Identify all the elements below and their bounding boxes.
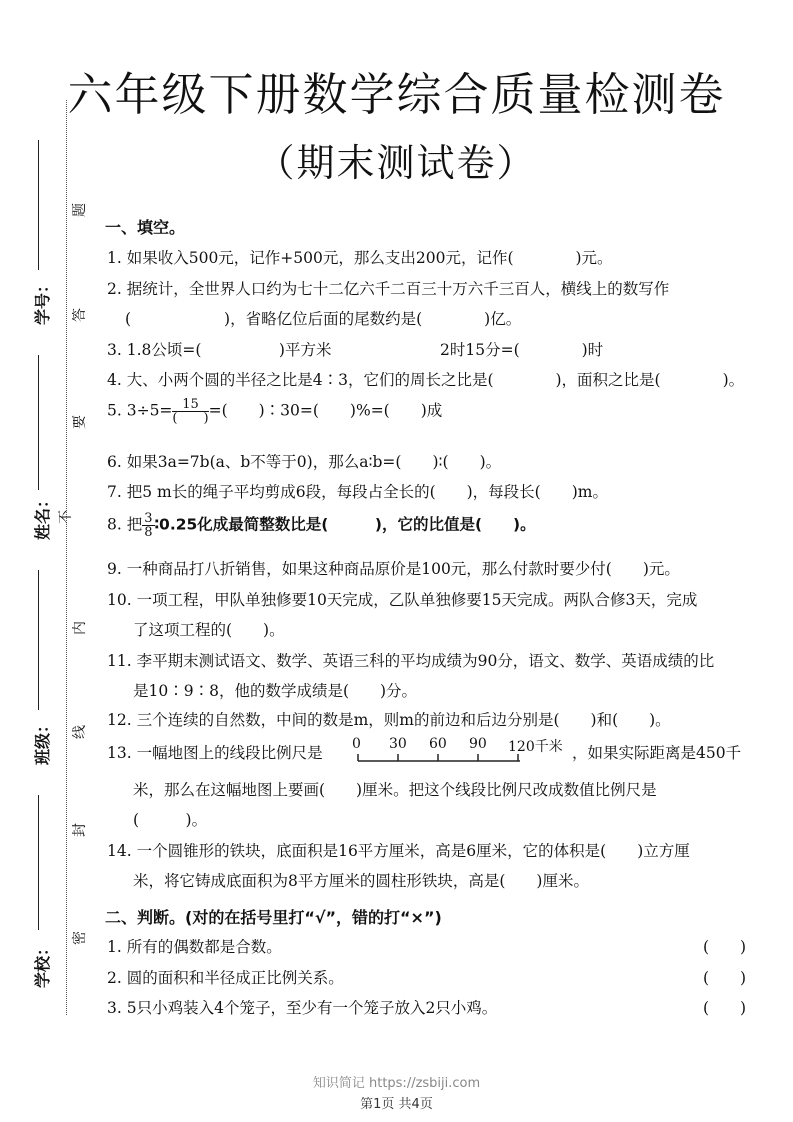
section-1-heading: 一、填空。 xyxy=(105,218,186,237)
question-10-line-1: 10. 一项工程，甲队单独修要10天完成，乙队单独修要15天完成。两队合修3天，完成 xyxy=(107,591,698,609)
margin-line xyxy=(38,570,39,710)
question-14-line-2: 米，将它铸成底面积为8平方厘米的圆柱形铁块，高是( )厘米。 xyxy=(133,872,589,890)
question-8-prefix: 8. 把 xyxy=(107,515,143,534)
question-1: 1. 如果收入500元，记作+500元，那么支出200元，记作( )元。 xyxy=(107,249,613,267)
question-13-prefix: 13. 一幅地图上的线段比例尺是 xyxy=(107,744,323,762)
answer-bracket: ( ) xyxy=(703,938,747,956)
question-3-part-a: 3. 1.8公顷=( )平方米 xyxy=(107,341,332,359)
scale-tick-label: 90 xyxy=(469,736,487,752)
question-5-prefix: 5. 3÷5= xyxy=(107,401,173,420)
question-13-suffix: ，如果实际距离是450千 xyxy=(572,744,742,762)
scale-tick-label: 0 xyxy=(352,736,361,752)
question-5 xyxy=(107,398,442,425)
margin-line xyxy=(38,140,39,270)
page-title: 六年级下册数学综合质量检测卷 xyxy=(67,68,726,121)
question-2-line-1: 2. 据统计，全世界人口约为七十二亿六千二百三十万六千三百人，横线上的数写作 xyxy=(107,280,670,298)
scale-tick-label: 60 xyxy=(429,736,447,752)
binding-char: 答 xyxy=(72,308,88,322)
question-7: 7. 把5 m长的绳子平均剪成6段，每段占全长的( )，每段长( )m。 xyxy=(107,483,608,501)
page-subtitle: （期末测试卷） xyxy=(256,141,537,185)
question-14-line-1: 14. 一个圆锥形的铁块，底面积是16平方厘米，高是6厘米，它的体积是( )立方厘 xyxy=(107,842,690,860)
fraction-numerator: 3 xyxy=(144,511,153,526)
question-3-part-b: 2时15分=( )时 xyxy=(440,341,604,359)
binding-char: 密 xyxy=(72,931,88,945)
scale-tick-label: 30 xyxy=(389,736,407,752)
question-9: 9. 一种商品打八折销售，如果这种商品原价是100元，那么付款时要少付( )元。 xyxy=(107,560,680,578)
binding-char: 内 xyxy=(72,621,88,635)
watermark: 知识简记 https://zsbiji.com xyxy=(312,1076,481,1091)
binding-char: 不 xyxy=(58,510,74,524)
binding-char: 题 xyxy=(72,203,88,217)
judgement-item-1: 1. 所有的偶数都是合数。 xyxy=(107,938,282,956)
fraction-numerator: 15 xyxy=(172,398,208,412)
question-12: 12. 三个连续的自然数，中间的数是m，则m的前边和后边分别是( )和( )。 xyxy=(107,711,671,729)
class-label: 班级： xyxy=(33,716,52,765)
fraction-denominator: ( ) xyxy=(172,411,209,426)
student-name-label: 姓名： xyxy=(33,491,52,540)
answer-bracket: ( ) xyxy=(703,999,747,1017)
judgement-item-2: 2. 圆的面积和半径成正比例关系。 xyxy=(107,969,344,987)
question-8 xyxy=(107,512,536,539)
question-8-suffix: ∶0.25化成最简整数比是( )，它的比值是( )。 xyxy=(154,515,536,534)
question-2-line-2: ( )，省略亿位后面的尾数约是( )亿。 xyxy=(125,310,522,328)
question-5-suffix: =( )∶30=( )%=( )成 xyxy=(208,401,443,420)
fraction-denominator: 8 xyxy=(144,525,153,540)
question-10-line-2: 了这项工程的( )。 xyxy=(133,621,285,639)
binding-char: 线 xyxy=(72,725,88,739)
question-11-line-1: 11. 李平期末测试语文、数学、英语三科的平均成绩为90分，语文、数学、英语成绩的比 xyxy=(107,652,715,670)
student-number-label: 学号： xyxy=(33,276,52,325)
scale-tick-label: 120千米 xyxy=(508,739,563,755)
question-13-line-2: 米，那么在这幅地图上要画( )厘米。把这个线段比例尺改成数值比例尺是 xyxy=(133,781,657,799)
answer-bracket: ( ) xyxy=(703,969,747,987)
binding-char: 要 xyxy=(72,415,88,429)
margin-line xyxy=(38,795,39,930)
question-8-fraction xyxy=(142,512,154,539)
margin-line xyxy=(38,355,39,490)
question-11-line-2: 是10∶9∶8，他的数学成绩是( )分。 xyxy=(133,682,418,700)
question-4: 4. 大、小两个圆的半径之比是4∶3，它们的周长之比是( )，面积之比是( )。 xyxy=(107,371,745,389)
question-5-fraction xyxy=(172,398,208,425)
page-number: 第1页 共4页 xyxy=(360,1097,433,1112)
question-13-line-3: ( )。 xyxy=(133,811,208,829)
judgement-item-3: 3. 5只小鸡装入4个笼子，至少有一个笼子放入2只小鸡。 xyxy=(107,999,498,1017)
seal-dotted-line xyxy=(66,100,67,1015)
section-2-heading: 二、判断。(对的在括号里打“√”，错的打“×”) xyxy=(105,908,442,927)
binding-char: 封 xyxy=(72,823,88,837)
question-6: 6. 如果3a=7b(a、b不等于0)，那么a∶b=( )∶( )。 xyxy=(107,453,502,471)
school-label: 学校： xyxy=(33,939,52,988)
line-segment-scale xyxy=(352,736,577,770)
